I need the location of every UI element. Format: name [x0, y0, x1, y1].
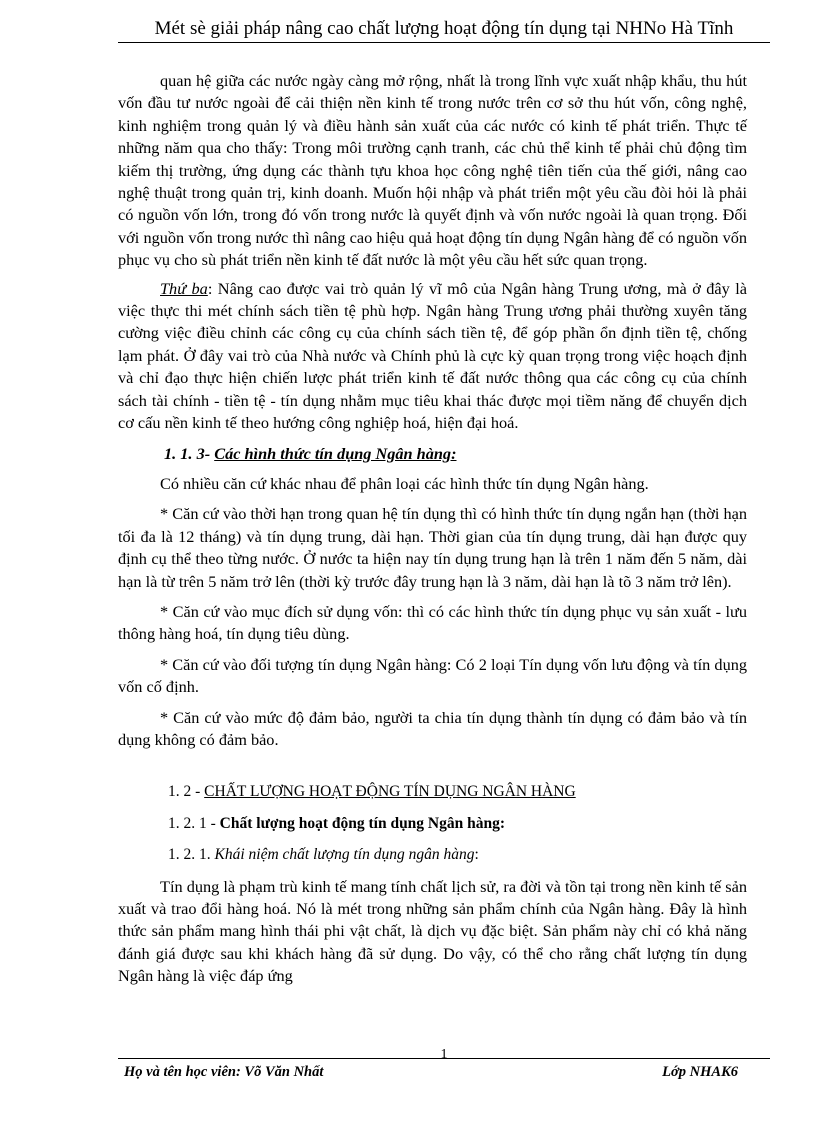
- document-body: [118, 70, 747, 988]
- document-title: Mét sè giải pháp nâng cao chất lượng hoạt động tín dụng tại NHNo Hà Tĩnh: [154, 18, 734, 39]
- paragraph-intro: quan hệ giữa các nước ngày càng mở rộng, nhất là trong lĩnh vực xuất nhập khẩu, thu hút vốn đầu tư nước ngoài để cải thiện nền kinh tế trong nước trên cơ sở thu hút vốn, công nghệ, kinh nghiệm trong quản lý và điều hành sản xuất của các nước có kinh tế phát triển. Thực tế những năm qua cho thấy: Trong môi trường cạnh tranh, các chủ thể kinh tế phải chủ động tìm kiếm thị trường, ứng dụng các thành tựu khoa học công nghệ tiên tiến của thế giới, nâng cao nghệ thuật trong quản trị, kinh doanh. Muốn hội nhập và phát triển một yêu cầu đòi hỏi là phải có nguồn vốn lớn, trong đó vốn trong nước là quyết định và vốn nước ngoài là quan trọng. Đối với nguồn vốn trong nước thì nâng cao hiệu quả hoạt động tín dụng Ngân hàng để có nguồn vốn phục vụ cho sù phát triển nền kinh tế đất nước là một yêu cầu hết sức quan trọng.: [118, 71, 747, 270]
- section-121-label: Chất lượng hoạt động tín dụng Ngân hàng:: [219, 814, 506, 832]
- paragraph-credit-definition: Tín dụng là phạm trù kinh tế mang tính chất lịch sử, ra đời và tồn tại trong nền kinh tế sản xuất và trao đổi hàng hoá. Nó là mét trong những sản phẩm chính của Ngân hàng. Đây là hình thức sản phẩm mang hình thái phi vật chất, là dịch vụ đặc biệt. Sản phẩm này chỉ có khả năng đánh giá được sau khi khách hàng đã sử dụng. Do vậy, có thể cho rằng chất lượng tín dụng Ngân hàng là việc đáp ứng: [118, 876, 747, 986]
- heading-credit-forms: [118, 443, 747, 465]
- heading-credit-forms-number: 1. 1. 3-: [164, 443, 215, 463]
- page-footer: [118, 1047, 770, 1081]
- section-121-number: 1. 2. 1 -: [168, 814, 220, 832]
- page-number: 1: [440, 1047, 448, 1062]
- subsection-heading-credit-quality: [118, 813, 747, 835]
- section-heading-credit-quality: [118, 781, 747, 803]
- paragraph-by-purpose: * Căn cứ vào mục đích sử dụng vốn: thì có các hình thức tín dụng phục vụ sản xuất - lưu thông hàng hoá, tín dụng tiêu dùng.: [118, 601, 747, 644]
- page-header: [118, 16, 770, 43]
- subsection-heading-concept: [118, 844, 747, 866]
- paragraph-by-guarantee: * Căn cứ vào mức độ đảm bảo, người ta chia tín dụng thành tín dụng có đảm bảo và tín dụng không có đảm bảo.: [118, 707, 747, 749]
- paragraph-third-point: [118, 278, 747, 435]
- paragraph-by-object: * Căn cứ vào đối tượng tín dụng Ngân hàng: Có 2 loại Tín dụng vốn lưu động và tín dụng vốn cố định.: [118, 654, 747, 697]
- footer-student-name: Họ và tên học viên: Võ Văn Nhất: [124, 1064, 324, 1080]
- paragraph-by-term: * Căn cứ vào thời hạn trong quan hệ tín dụng thì có hình thức tín dụng ngắn hạn (thời hạn tối đa là 12 tháng) và tín dụng trung, dài hạn. Thời gian của tín dụng trung, dài hạn được quy định cụ thể theo từng nước. Ở nước ta hiện nay tín dụng trung hạn là trên 1 năm đến 5 năm, dài hạn là từ trên 5 năm trở lên (thời kỳ trước đây trung hạn là 3 năm, dài hạn là tõ 3 năm trở lên).: [118, 504, 747, 591]
- third-point-label: Thứ ba: [160, 278, 208, 298]
- footer-row: [118, 1059, 770, 1081]
- section-12-number: 1. 2 -: [168, 783, 205, 801]
- heading-credit-forms-label: Các hình thức tín dụng Ngân hàng:: [214, 443, 457, 463]
- footer-class-name: Lớp NHAK6: [662, 1064, 738, 1080]
- paragraph-classification: Có nhiều căn cứ khác nhau để phân loại các hình thức tín dụng Ngân hàng.: [160, 473, 649, 493]
- section-1221-number: 1. 2. 1.: [168, 846, 215, 864]
- third-point-text: : Nâng cao được vai trò quản lý vĩ mô của Ngân hàng Trung ương, mà ở đây là việc thực thi mét chính sách tiền tệ phù hợp. Ngân hàng Trung ương phải thường xuyên tăng cường việc điều chỉnh các công cụ của chính sách tiền tệ, để góp phần ổn định tiền tệ, chống lạm phát. Ở đây vai trò của Nhà nước và Chính phủ là cực kỳ quan trọng trong việc hoạch định và chỉ đạo thực hiện chiến lược phát triển kinh tế đất nước thông qua các công cụ của chính sách tài chính - tiền tệ - tín dụng nhằm mục tiêu khai thác được mọi tiềm năng để chuyển dịch cơ cấu nền kinh tế theo hướng công nghiệp hoá, hiện đại hoá.: [118, 278, 747, 433]
- section-1221-label: Khái niệm chất lượng tín dụng ngân hàng: [214, 846, 475, 864]
- section-12-label: CHẤT LƯỢNG HOẠT ĐỘNG TÍN DỤNG NGÂN HÀNG: [204, 783, 576, 801]
- section-1221-colon: :: [474, 846, 479, 864]
